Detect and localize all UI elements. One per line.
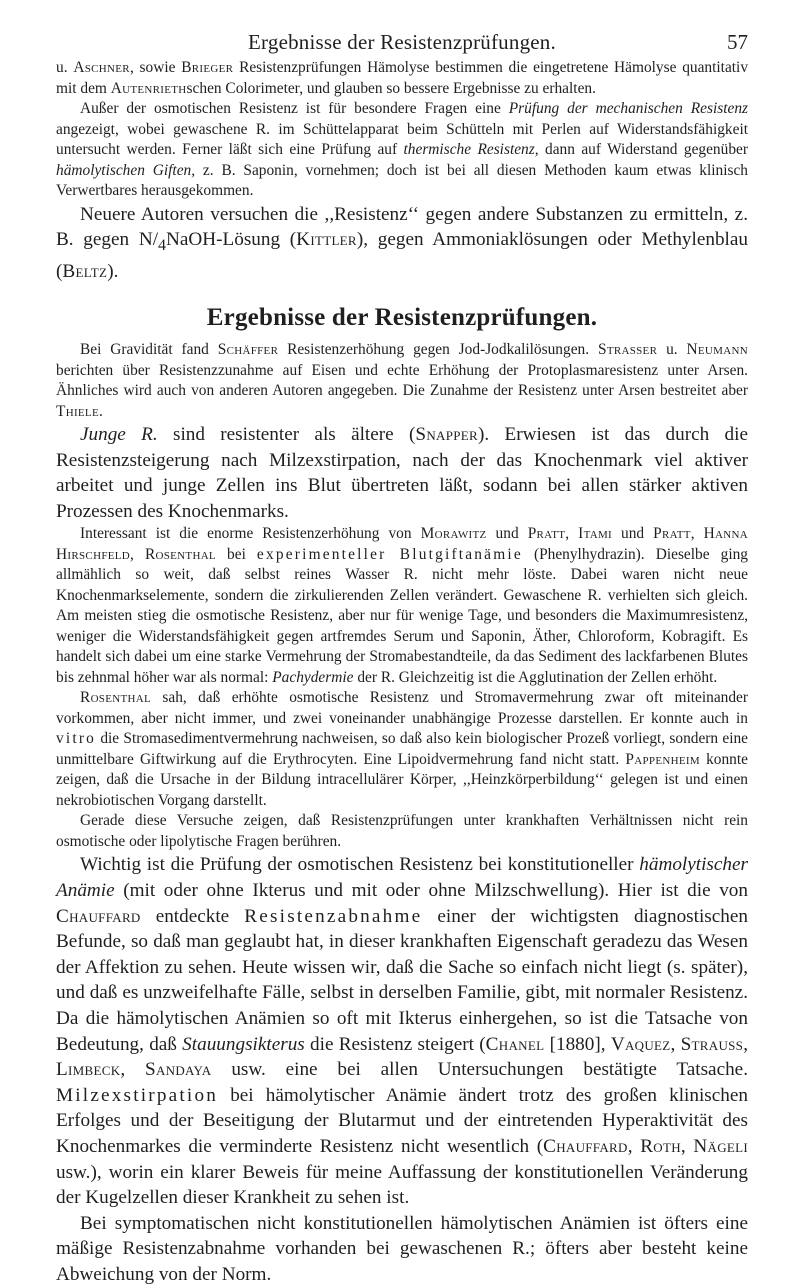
text-run: bei xyxy=(215,545,257,563)
text-run: , xyxy=(743,1033,748,1055)
text-run: , xyxy=(565,525,579,543)
text-run: berichten über Resistenzzunahme auf Eisen und echte Erhöhung der Protoplasmaresistenz unter Arsen. Ähnliches wird auch von anderen Autoren angegeben. Die Zunahme der Resistenz unter Arsen bestreitet aber xyxy=(56,361,748,400)
text-run: , xyxy=(130,545,145,563)
paragraph xyxy=(56,852,748,1210)
text-run: z. B. Saponin, vornehmen; doch ist bei all diesen Methoden kaum etwas klinisch Verwertbares herausgekommen. xyxy=(56,161,748,199)
emphasis: Prüfung der mechanischen Resistenz xyxy=(508,100,749,117)
spaced-emphasis: vitro xyxy=(56,730,97,748)
text-run: Bei symptomatischen nicht konstitutionellen hämolytischen Anämien ist öfters eine mäßige Resistenzabnahme vorhanden bei gewaschenen R.; öfters aber besteht keine Abweichung von der Norm. xyxy=(56,1212,748,1285)
author-name: Sandaya xyxy=(145,1059,212,1081)
text-run: ), gegen Ammoniaklösungen oder Methylenblau ( xyxy=(56,229,748,282)
text-run: Resistenzprüfungen Hämolyse bestimmen die eingetretene Hämolyse quantitativ mit dem xyxy=(56,59,749,97)
text-run: entdeckte xyxy=(140,905,245,927)
author-name: Limbeck xyxy=(56,1059,121,1081)
emphasis: hämolytischen Giften, xyxy=(56,161,196,179)
paragraph xyxy=(56,422,748,524)
text-run: die Resistenz steigert ( xyxy=(304,1033,486,1055)
emphasis: hämolytischer Anämie xyxy=(56,854,748,902)
text-run: angezeigt, wobei gewaschene R. im Schüttelapparat beim Schütteln mit Perlen auf Widerstandsfähigkeit untersucht werden. Ferner läßt sich eine Prüfung auf xyxy=(56,120,748,158)
spaced-emphasis: Milzexstirpation xyxy=(56,1084,219,1106)
text-run: NaOH-Lösung ( xyxy=(166,229,297,251)
author-name: Strasser xyxy=(597,341,658,359)
text-run: (mit oder ohne Ikterus und mit oder ohne Milzschwellung). Hier ist die von xyxy=(114,880,748,902)
author-name: Beltz xyxy=(62,260,108,282)
author-name: Strauss xyxy=(680,1033,744,1055)
text-run: bei hämolytischer Anämie ändert trotz des großen klinischen Erfolges und der Beseitigung der Blutarmut und der eintretenden Hyperaktivität des Knochenmarkes die verminderte Resistenz nicht wesentlich ( xyxy=(56,1084,748,1158)
text-run: usw.), worin ein klarer Beweis für meine Auffassung der konstitutionellen Veränderung der Kugelzellen dieser Krankheit zu sehen ist. xyxy=(56,1161,748,1209)
page-number: 57 xyxy=(727,30,748,54)
text-run: , xyxy=(120,1059,146,1081)
text-run: (Phenylhydrazin). Dieselbe ging allmählich so weit, daß selbst reines Wasser R. nicht mehr löste. Dabei waren nicht neue Knochenmarkselemente, sondern die zirkulierenden Zellen verändert. Gewaschene R. verhielten sich gleich. Am meisten stieg die osmotische Resistenz, aber nur für wenige Tage, und besonders die Maximumresistenz, weniger die Widerstandsfähigkeit gegen artfremdes Serum und Saponin, Äther, Chloroform, Kobragift. Es handelt sich dabei um eine starke Vermehrung der Stromabestandteile, da das Sediment des lackfarbenen Blutes bis zehnmal höher war als normal: xyxy=(56,545,748,686)
emphasis: thermische Resistenz, xyxy=(403,141,539,158)
text-run: u. xyxy=(657,341,687,359)
emphasis: Pachydermie xyxy=(272,668,354,686)
text-run: die Stromasedimentvermehrung nachweisen, so daß also kein biologischer Prozeß vorliegt, sondern eine unmittelbare Giftwirkung auf die Erythrocyten. Eine Lipoidvermehrung fand nicht statt. xyxy=(56,730,748,768)
text-run: , sowie xyxy=(129,59,182,76)
author-name: Nägeli xyxy=(693,1136,749,1158)
paragraph xyxy=(56,202,748,285)
text-run: , xyxy=(670,1033,681,1055)
paragraph xyxy=(56,99,748,202)
text-run: Neuere Autoren versuchen die ,,Resistenz‘‘ gegen andere Substanzen zu ermitteln, z. B. gegen N/ xyxy=(56,203,748,251)
paragraph xyxy=(56,340,748,422)
author-name: Brieger xyxy=(181,59,234,76)
author-name: Thiele xyxy=(56,402,99,420)
text-run: der R. Gleichzeitig ist die Agglutination der Zellen erhöht. xyxy=(353,668,718,686)
running-header xyxy=(56,30,748,58)
text-run: Gerade diese Versuche zeigen, daß Resistenzprüfungen unter krankhaften Verhältnissen nicht rein osmotische oder lipolytische Fragen berühren. xyxy=(56,812,748,850)
text-run: einer der wichtigsten diagnostischen Befunde, so daß man geglaubt hat, in dieser krankhaften Eigenschaft geradezu das Wesen der Affektion zu sehen. Heute wissen wir, daß die Sache so einfach nicht liegt (s. später), und daß es unzweifelhafte Fälle, selbst in derselben Familie, gibt, mit normaler Resistenz. Da die hämolytischen Anämien so oft mit Ikterus einhergehen, so ist die Tatsache von Bedeutung, daß xyxy=(56,905,748,1055)
paragraph xyxy=(56,811,748,852)
author-name: Snapper xyxy=(415,424,478,446)
text-run: ). xyxy=(107,260,119,282)
author-name: Pappenheim xyxy=(625,750,700,768)
text-run: , xyxy=(627,1136,641,1158)
spaced-emphasis: Resistenzabnahme xyxy=(244,905,423,927)
text-run: Wichtig ist die Prüfung der osmotischen Resistenz bei konstitutioneller xyxy=(80,854,640,876)
subscript: 4 xyxy=(158,236,167,254)
paragraph xyxy=(56,1211,748,1288)
paragraph xyxy=(56,524,748,688)
author-name: Rosenthal xyxy=(80,689,152,707)
text-run: [1880], xyxy=(544,1033,611,1055)
author-name: Hanna Hirschfeld xyxy=(56,525,749,563)
text-run: dann auf Widerstand gegenüber xyxy=(538,141,748,158)
text-run: , xyxy=(680,1136,694,1158)
text-run: Resistenzerhöhung gegen Jod-Jodkalilösungen. xyxy=(278,341,598,359)
paragraph xyxy=(56,688,748,811)
text-run: . xyxy=(98,402,103,420)
author-name: Rosenthal xyxy=(144,545,216,563)
text-run: usw. eine bei allen Untersuchungen bestätigte Tatsache. xyxy=(211,1059,748,1081)
author-name: Pratt xyxy=(653,525,691,543)
text-run: konnte zeigen, daß die Ursache in der Bildung intracellulärer Körper, ,,Heinzkörperbildung‘‘ gelegen ist und einen nekrobiotischen Vorgang darstellt. xyxy=(56,750,748,809)
author-name: Roth xyxy=(640,1136,681,1158)
author-name: Vaquez xyxy=(610,1033,671,1055)
author-name: Chanel xyxy=(485,1033,545,1055)
document-page xyxy=(56,30,748,1288)
author-name: Morawitz xyxy=(420,525,487,543)
spaced-emphasis: experimenteller Blutgiftanämie xyxy=(256,545,523,563)
text-run: schen Colorimeter, und glauben so bessere Ergebnisse zu erhalten. xyxy=(186,79,596,97)
text-run: , xyxy=(690,525,704,543)
paragraph xyxy=(56,58,748,99)
author-name: Aschner xyxy=(73,59,130,76)
author-name: Itami xyxy=(578,525,612,543)
author-name: Pratt xyxy=(527,525,566,543)
text-run: und xyxy=(612,525,654,543)
emphasis: Junge R. xyxy=(80,424,158,446)
section-heading: Ergebnisse der Resistenzprüfungen. xyxy=(206,304,598,332)
running-title: Ergebnisse der Resistenzprüfungen. xyxy=(248,30,556,54)
author-name: Kittler xyxy=(296,229,357,251)
text-run: Bei Gravidität fand xyxy=(80,341,218,359)
author-name: Chauffard xyxy=(56,905,141,927)
author-name: Schäffer xyxy=(217,341,279,359)
author-name: Chauffard xyxy=(543,1136,628,1158)
text-run: ). Erwiesen ist das durch die Resistenzsteigerung nach Milzexstirpation, nach der das Knochenmark viel aktiver arbeitet und junge Zellen ins Blut übertreten läßt, sodann bei allen stärker aktiven Prozessen des Knochenmarks. xyxy=(56,424,748,522)
text-run: u. xyxy=(56,59,74,76)
author-name: Neumann xyxy=(686,341,748,359)
text-run: Außer der osmotischen Resistenz ist für besondere Fragen eine xyxy=(80,100,509,117)
text-run: sind resistenter als ältere ( xyxy=(157,424,416,446)
author-name: Autenrieth xyxy=(110,79,187,97)
text-run: sah, daß erhöhte osmotische Resistenz und Stromavermehrung zwar oft miteinander vorkommen, aber nicht immer, und zwei voneinander unabhängige Prozesse darstellen. Er konnte auch in xyxy=(56,689,748,727)
text-run: Interessant ist die enorme Resistenzerhöhung von xyxy=(80,525,421,543)
emphasis: Stauungsikterus xyxy=(182,1033,305,1055)
text-run: und xyxy=(486,525,528,543)
